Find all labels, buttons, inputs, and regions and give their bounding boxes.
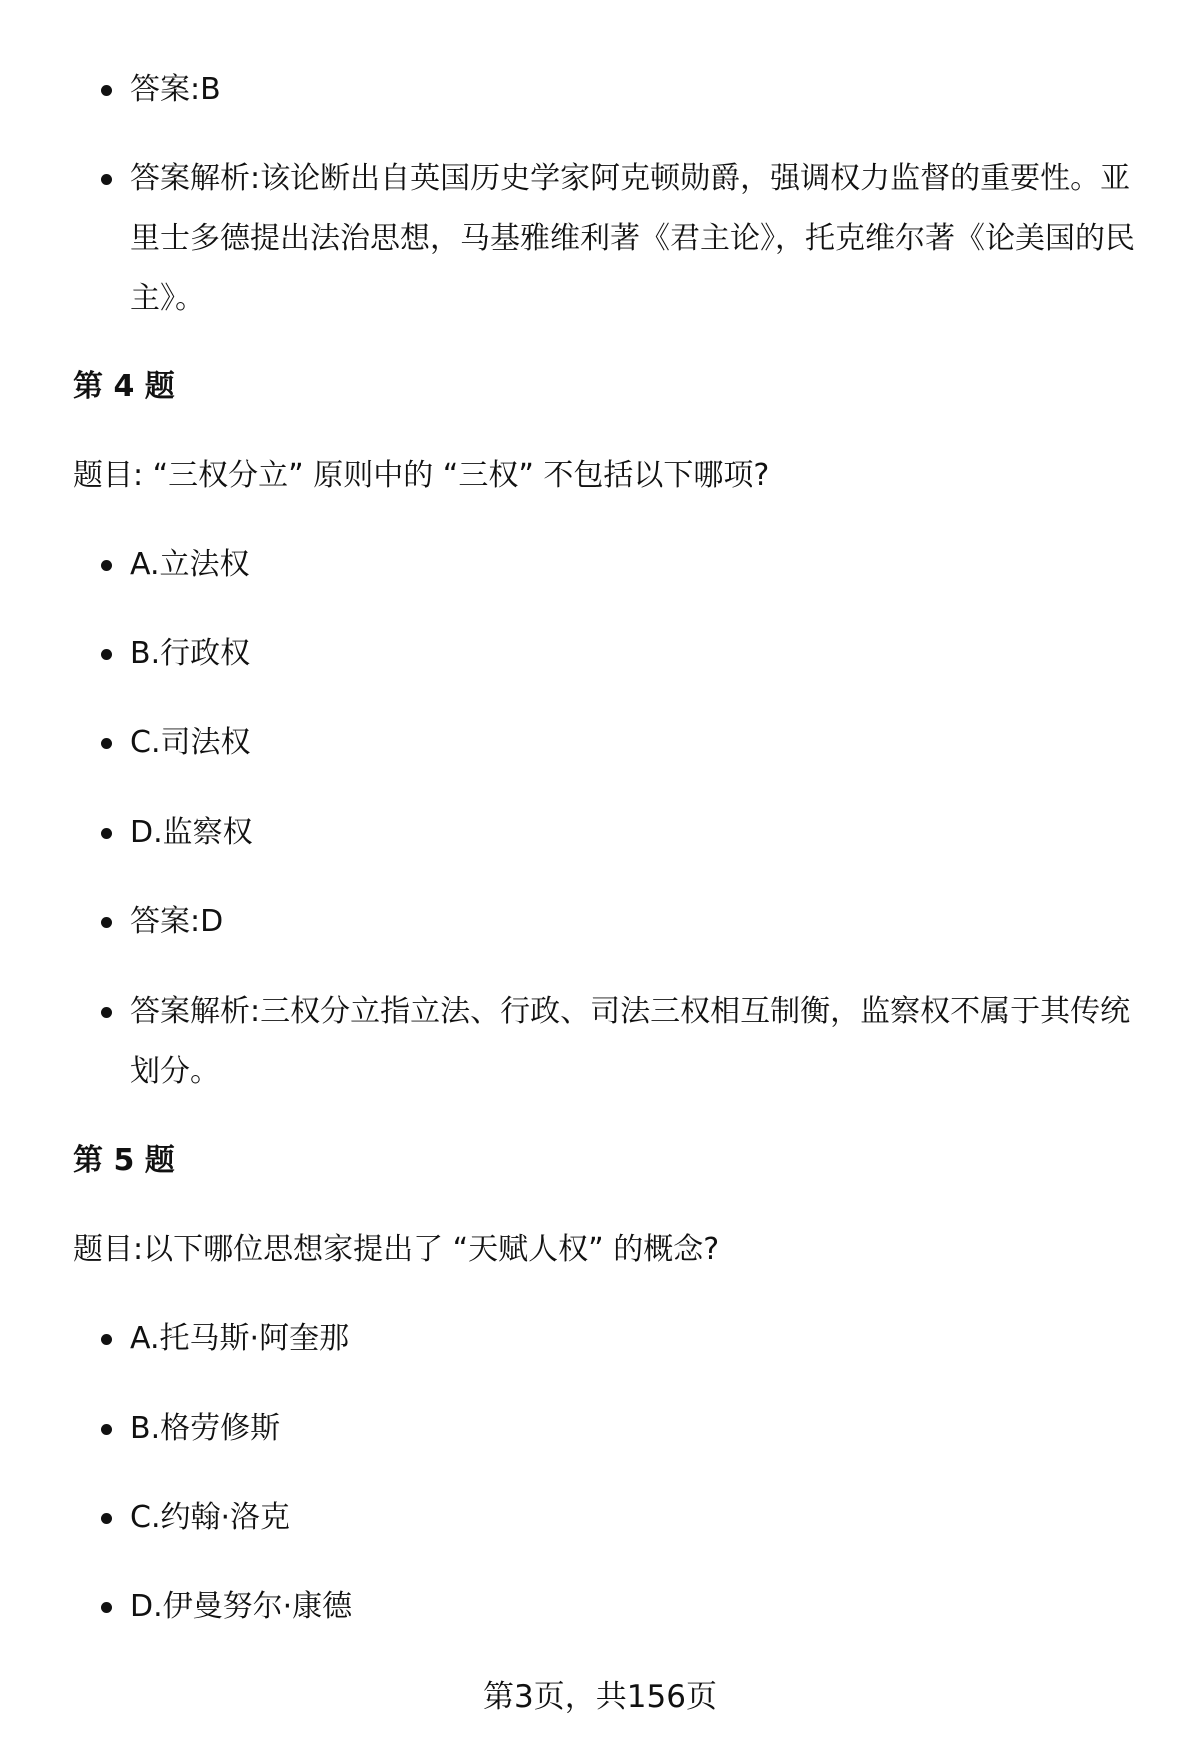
q5-option-b: B.格劳修斯 <box>130 1399 1150 1459</box>
q4-question: 题目: “三权分立” 原则中的 “三权” 不包括以下哪项? <box>73 458 770 493</box>
q4-option-d: D.监察权 <box>130 803 1150 863</box>
q4-heading: 第 4 题 <box>73 369 175 404</box>
q4-answer: 答案:D <box>130 892 1150 952</box>
page-number-footer: 第3页，共156页 <box>483 1679 717 1715</box>
q4-explanation: 答案解析:三权分立指立法、行政、司法三权相互制衡，监察权不属于其传统划分。 <box>130 982 1150 1102</box>
q5-question: 题目:以下哪位思想家提出了 “天赋人权” 的概念? <box>73 1232 720 1267</box>
q5-option-d: D.伊曼努尔·康德 <box>130 1577 1150 1637</box>
q4-option-b: B.行政权 <box>130 624 1150 684</box>
q5-option-a: A.托马斯·阿奎那 <box>130 1309 1150 1369</box>
q5-option-c: C.约翰·洛克 <box>130 1488 1150 1548</box>
q3-explanation: 答案解析:该论断出自英国历史学家阿克顿勋爵，强调权力监督的重要性。亚里士多德提出法治思想，马基雅维利著《君主论》，托克维尔著《论美国的民主》。 <box>130 149 1150 329</box>
q3-answer: 答案:B <box>130 60 1150 120</box>
q5-heading: 第 5 题 <box>73 1143 175 1178</box>
q4-option-a: A.立法权 <box>130 535 1150 595</box>
q4-option-c: C.司法权 <box>130 713 1150 773</box>
